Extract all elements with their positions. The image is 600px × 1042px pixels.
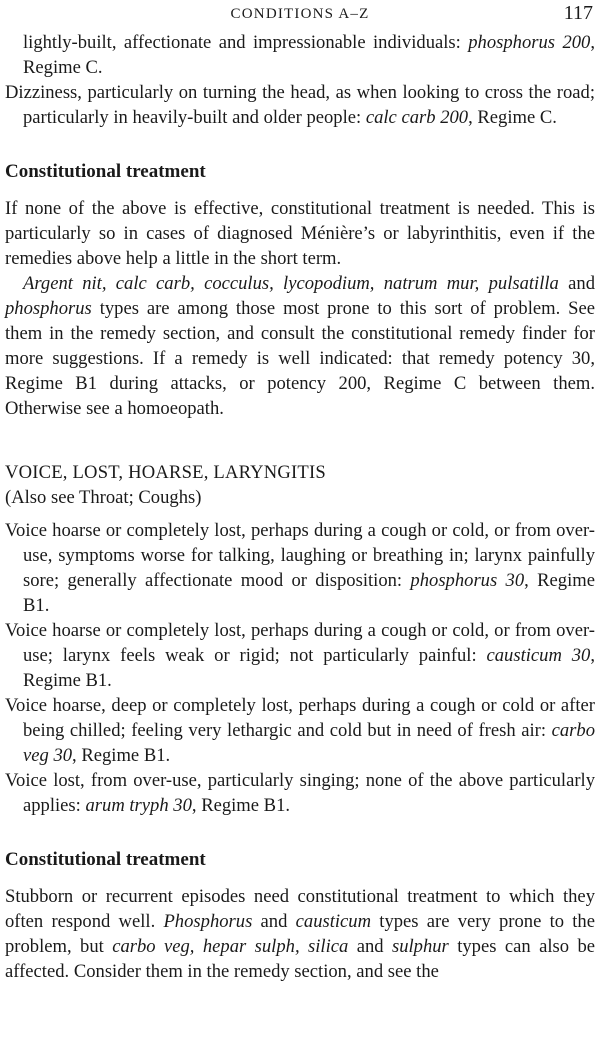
body-paragraph (5, 271, 595, 421)
entry-text: Voice hoarse or completely lost, perhaps during a cough or cold, or from over-use; larynx feels weak or rigid; not particularly painful: (5, 620, 595, 666)
page-number: 117 (563, 2, 593, 24)
regime-text: , Regime B1. (23, 645, 595, 691)
remedy-list: Argent nit, calc carb, cocculus, lycopodium, natrum mur, pulsatilla (23, 273, 559, 294)
remedy-name: phosphorus 30 (410, 570, 525, 591)
remedy-name: causticum (295, 911, 372, 932)
body-paragraph (5, 884, 595, 984)
entry-text: Dizziness, particularly on turning the head, as when looking to cross the road; particularly in heavily-built and older people: (5, 82, 595, 128)
remedy-name: calc carb 200 (365, 107, 469, 128)
regime-text: , Regime C. (23, 32, 595, 78)
symptom-entry (5, 768, 595, 818)
entry-continuation (5, 30, 595, 80)
symptom-entry (5, 518, 595, 618)
section-heading: Constitutional treatment (5, 849, 206, 870)
connector-text: and (558, 273, 595, 294)
remedy-name: causticum 30 (486, 645, 591, 666)
symptom-entry (5, 618, 595, 693)
entry-text: Voice hoarse, deep or completely lost, perhaps during a cough or cold or after being chilled; feeling very lethargic and cold but in need of fresh air: (5, 695, 595, 741)
regime-text: , Regime B1. (191, 795, 291, 816)
entry-text: Voice lost, from over-use, particularly singing; none of the above particularly applies: (5, 770, 595, 816)
paragraph-text: types can also be affected. Consider them in the remedy section, and see the (5, 936, 595, 982)
connector-text: and (348, 936, 392, 957)
entry-text: lightly-built, affectionate and impressionable individuals: (23, 32, 469, 53)
remedy-name: carbo veg 30 (23, 720, 595, 766)
paragraph-text: types are very prone to the problem, but (5, 911, 595, 957)
regime-text: , Regime B1. (23, 570, 595, 616)
section-heading: Constitutional treatment (5, 161, 206, 182)
remedy-name: phosphorus 200 (468, 32, 591, 53)
running-head (5, 0, 595, 30)
remedy-name: sulphur (391, 936, 449, 957)
regime-text: , Regime B1. (72, 745, 171, 766)
see-also-note: (Also see Throat; Coughs) (5, 487, 202, 508)
remedy-name: arum tryph 30 (85, 795, 192, 816)
paragraph-text: Stubborn or recurrent episodes need constitutional treatment to which they often respond well. (5, 886, 595, 932)
regime-text: , Regime C. (468, 107, 557, 128)
condition-heading: VOICE, LOST, HOARSE, LARYNGITIS (5, 462, 326, 483)
entry-text: Voice hoarse or completely lost, perhaps during a cough or cold, or from over-use, symptoms worse for talking, laughing or breathing in; larynx painfully sore; generally affectionate mood or disposition: (5, 520, 595, 591)
remedy-name: phosphorus (5, 298, 92, 319)
paragraph-text: types are among those most prone to this sort of problem. See them in the remedy section, and consult the constitutional remedy finder for more suggestions. If a remedy is well indicated: that remedy potency 30, Regime B1 during attacks, or potency 200, Regime C between them. Otherwise see a homoeopath. (5, 298, 595, 419)
connector-text: and (252, 911, 296, 932)
remedy-list: carbo veg, hepar sulph, silica (112, 936, 349, 957)
book-page (5, 0, 595, 984)
symptom-entry (5, 80, 595, 130)
symptom-entry (5, 693, 595, 768)
body-paragraph: If none of the above is effective, constitutional treatment is needed. This is particularly so in cases of diagnosed Ménière’s or labyrinthitis, even if the remedies above help a little in the short term. (5, 198, 595, 269)
running-title: CONDITIONS A–Z (230, 6, 370, 22)
remedy-name: Phosphorus (163, 911, 253, 932)
